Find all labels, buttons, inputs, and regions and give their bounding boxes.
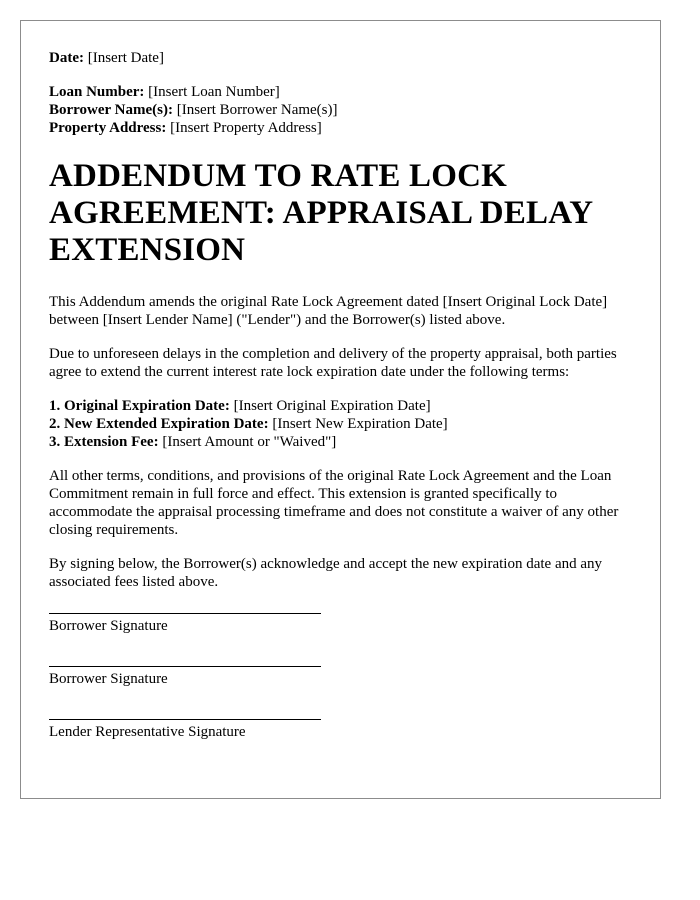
signature-line[interactable] [49,719,321,720]
signature-line[interactable] [49,613,321,614]
terms-list [49,397,632,451]
term-value: [Insert Original Expiration Date] [233,398,431,414]
signature-borrower-2 [49,666,632,707]
acknowledge-paragraph: By signing below, the Borrower(s) acknowledge and accept the new expiration date and any associated fees listed above. [49,556,603,590]
signature-block [49,613,632,760]
loan-info-block [49,83,632,137]
intro-paragraph: This Addendum amends the original Rate Lock Agreement dated [Insert Original Lock Date] between [Insert Lender Name] ("Lender") and the Borrower(s) listed above. [49,294,608,328]
term-label: 3. Extension Fee: [49,434,159,450]
signature-lender [49,719,632,760]
term-item [49,433,632,451]
property-label: Property Address: [49,120,167,136]
term-value: [Insert New Expiration Date] [272,416,448,432]
loan-number-value: [Insert Loan Number] [148,84,280,100]
term-item [49,397,632,415]
term-label: 2. New Extended Expiration Date: [49,416,269,432]
other-terms-paragraph: All other terms, conditions, and provisions of the original Rate Lock Agreement and the Loan Commitment remain in full force and effect. This extension is granted specifically to accommodate the appraisal processing timeframe and does not constitute a waiver of any other closing requirements. [49,468,619,538]
term-value: [Insert Amount or "Waived"] [162,434,337,450]
date-value: [Insert Date] [87,50,164,66]
signature-label: Lender Representative Signature [49,724,246,740]
date-label: Date: [49,50,84,66]
term-label: 1. Original Expiration Date: [49,398,230,414]
document-title: ADDENDUM TO RATE LOCK AGREEMENT: APPRAISAL DELAY EXTENSION [49,158,593,268]
signature-label: Borrower Signature [49,671,168,687]
date-line [49,49,632,67]
document-page [20,20,661,799]
borrower-line [49,101,632,119]
reason-paragraph: Due to unforeseen delays in the completion and delivery of the property appraisal, both parties agree to extend the current interest rate lock expiration date under the following terms: [49,346,617,380]
signature-line[interactable] [49,666,321,667]
loan-number-line [49,83,632,101]
property-value: [Insert Property Address] [170,120,322,136]
borrower-label: Borrower Name(s): [49,102,173,118]
signature-borrower-1 [49,613,632,654]
loan-number-label: Loan Number: [49,84,145,100]
signature-label: Borrower Signature [49,618,168,634]
property-line [49,119,632,137]
term-item [49,415,632,433]
borrower-value: [Insert Borrower Name(s)] [176,102,338,118]
